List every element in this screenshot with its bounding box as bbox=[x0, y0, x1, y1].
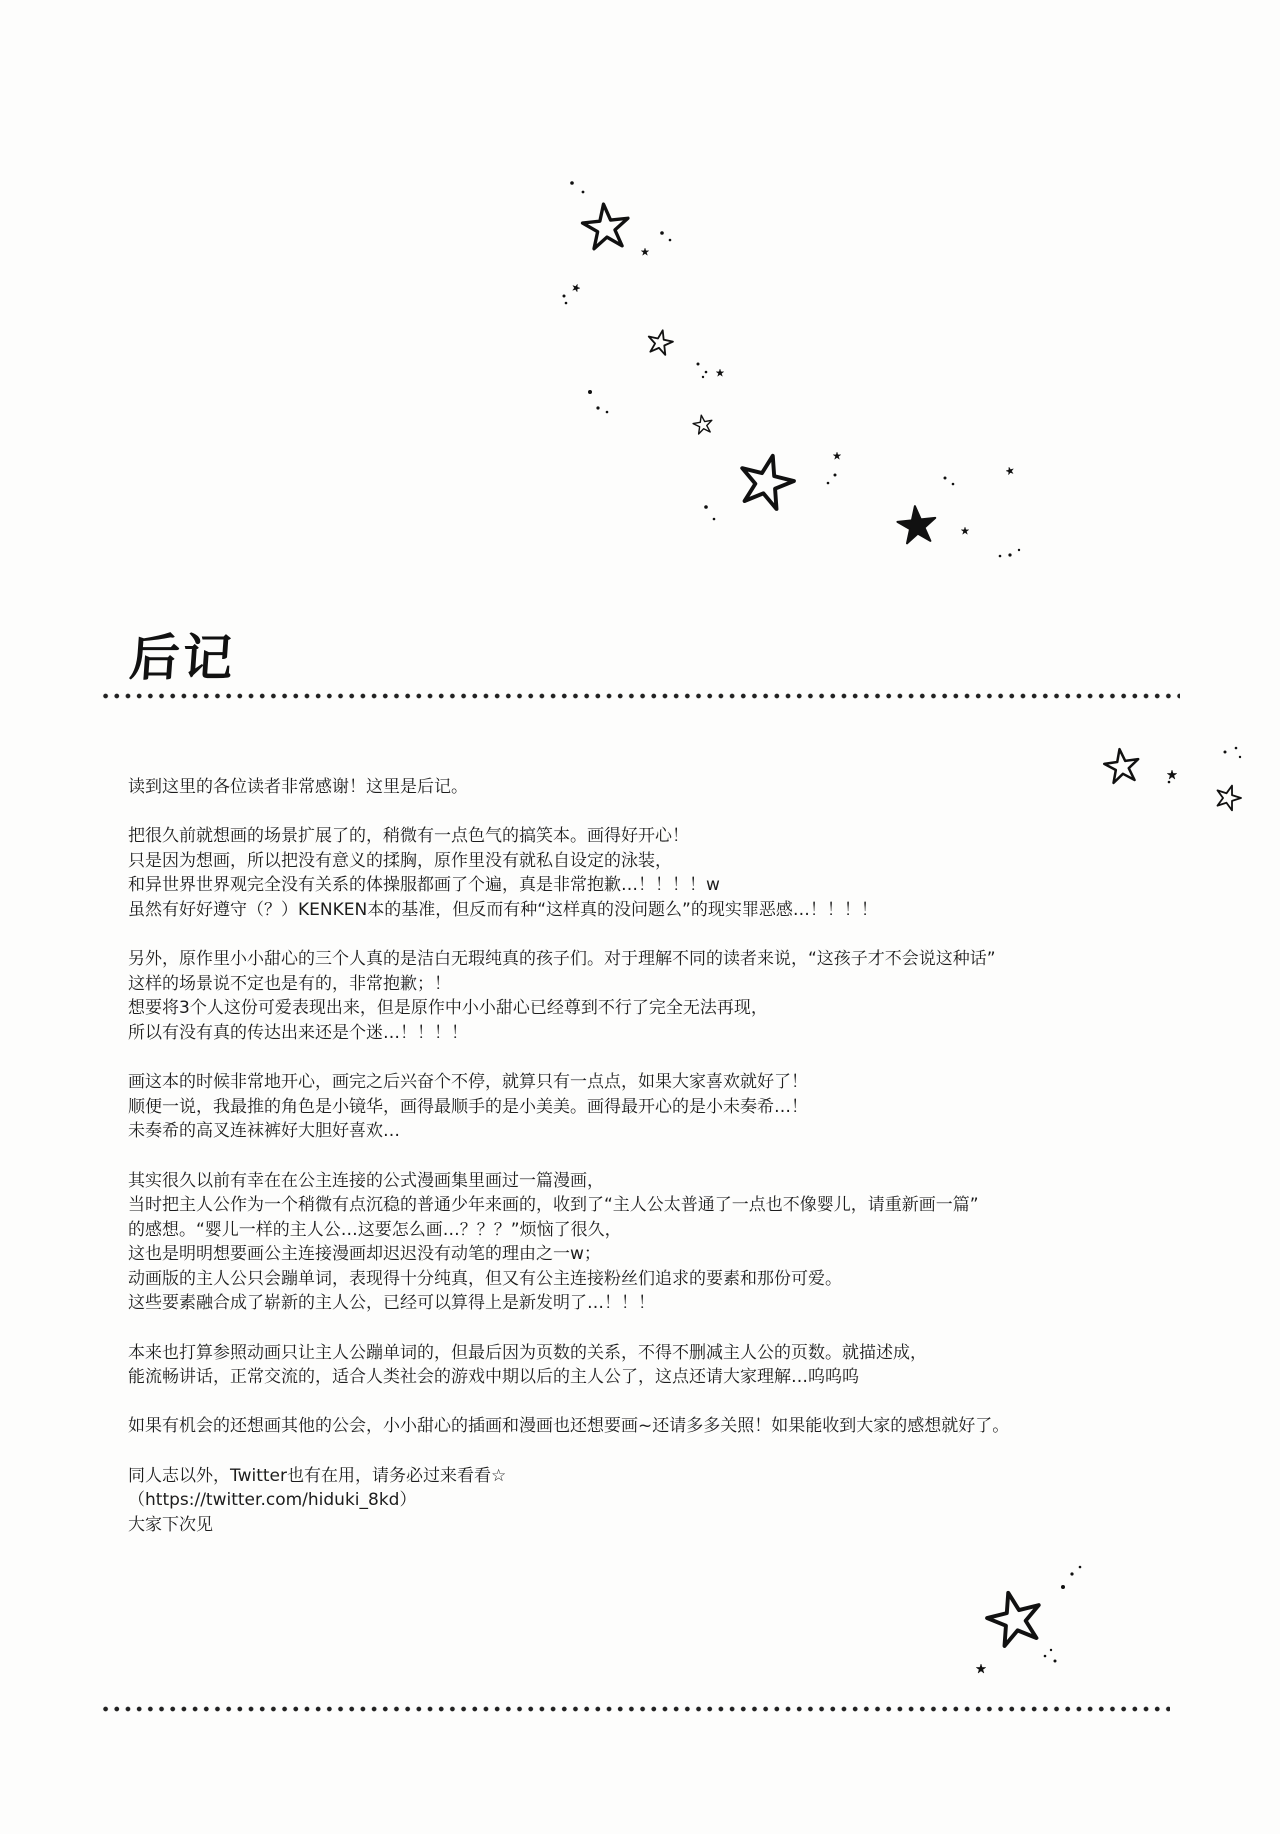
star-icon bbox=[735, 449, 799, 511]
dotted-divider-bottom bbox=[100, 1706, 1170, 1712]
paragraph bbox=[128, 1464, 1158, 1538]
paragraph bbox=[128, 1341, 1158, 1390]
text-line: 把很久前就想画的场景扩展了的，稍微有一点色气的搞笑本。画得好开心！ bbox=[128, 826, 689, 847]
text-line: 大家下次见 bbox=[128, 1514, 213, 1535]
paragraph bbox=[128, 1414, 1158, 1439]
paragraph bbox=[128, 775, 1158, 800]
text-line: 能流畅讲话，正常交流的，适合人类社会的游戏中期以后的主人公了，这点还请大家理解…呜呜呜 bbox=[128, 1367, 859, 1388]
text-line: 读到这里的各位读者非常感谢！这里是后记。 bbox=[128, 777, 468, 797]
star-icon bbox=[982, 1586, 1046, 1648]
text-line: 顺便一说，我最推的角色是小镜华，画得最顺手的是小美美。画得最开心的是小未奏希…！ bbox=[128, 1096, 808, 1117]
paragraph bbox=[128, 1070, 1158, 1144]
text-line: 想要将3个人这份可爱表现出来，但是原作中小小甜心已经尊到不行了完全无法再现， bbox=[128, 998, 768, 1019]
star-icon bbox=[641, 248, 649, 255]
star-icon bbox=[833, 452, 841, 459]
text-line: 的感想。“婴儿一样的主人公…这要怎么画…？？？”烦恼了很久， bbox=[128, 1219, 622, 1240]
text-line: 这也是明明想要画公主连接漫画却迟迟没有动笔的理由之一w； bbox=[128, 1244, 601, 1265]
star-icon bbox=[1213, 782, 1244, 812]
text-line: 当时把主人公作为一个稍微有点沉稳的普通少年来画的，收到了“主人公太普通了一点也不像婴儿，请重新画一篇” bbox=[128, 1195, 979, 1216]
paragraph bbox=[128, 1169, 1158, 1317]
text-line: 虽然有好好遵守（？）KENKEN本的基准，但反而有种“这样真的没问题么”的现实罪恶感…！！！！ bbox=[128, 899, 878, 920]
text-line: 这些要素融合成了崭新的主人公，已经可以算得上是新发明了…！！！ bbox=[128, 1293, 655, 1314]
star-icon bbox=[961, 527, 969, 534]
star-icon bbox=[1167, 770, 1177, 779]
text-line: 和异世界世界观完全没有关系的体操服都画了个遍，真是非常抱歉…！！！！w bbox=[128, 875, 720, 896]
star-icon bbox=[896, 504, 938, 544]
star-icon bbox=[571, 283, 581, 292]
star-icon bbox=[646, 328, 675, 356]
star-icon bbox=[716, 369, 724, 376]
star-icon bbox=[976, 1664, 986, 1673]
paragraph bbox=[128, 824, 1158, 922]
text-line: 未奏希的高叉连袜裤好大胆好喜欢… bbox=[128, 1121, 400, 1142]
text-line: 同人志以外，Twitter也有在用，请务必过来看看☆ bbox=[128, 1465, 507, 1486]
text-line: 这样的场景说不定也是有的，非常抱歉；！ bbox=[128, 973, 451, 994]
text-line: 动画版的主人公只会蹦单词，表现得十分纯真，但又有公主连接粉丝们追求的要素和那份可爱。 bbox=[128, 1268, 842, 1289]
twitter-link: （https://twitter.com/hiduki_8kd） bbox=[128, 1490, 417, 1511]
star-icon bbox=[1005, 466, 1014, 475]
star-icon bbox=[581, 202, 631, 250]
paragraph bbox=[128, 947, 1158, 1045]
text-line: 如果有机会的还想画其他的公会，小小甜心的插画和漫画也还想要画~还请多多关照！如果能收到大家的感想就好了。 bbox=[128, 1416, 1010, 1437]
text-line: 画这本的时候非常地开心，画完之后兴奋个不停，就算只有一点点，如果大家喜欢就好了！ bbox=[128, 1072, 808, 1093]
page-title: 后记 bbox=[127, 629, 238, 687]
dotted-divider-top bbox=[100, 693, 1180, 699]
afterword-body bbox=[128, 775, 1158, 1562]
text-line: 只是因为想画，所以把没有意义的揉胸，原作里没有就私自设定的泳装， bbox=[128, 850, 672, 871]
text-line: 其实很久以前有幸在在公主连接的公式漫画集里画过一篇漫画， bbox=[128, 1170, 604, 1191]
text-line: 另外，原作里小小甜心的三个人真的是洁白无瑕纯真的孩子们。对于理解不同的读者来说，“这孩子才不会说这种话” bbox=[128, 949, 996, 970]
text-line: 所以有没有真的传达出来还是个迷…！！！！ bbox=[128, 1022, 468, 1043]
star-icon bbox=[692, 414, 714, 435]
text-line: 本来也打算参照动画只让主人公蹦单词的，但最后因为页数的关系，不得不删减主人公的页数。就描述成， bbox=[128, 1342, 927, 1363]
